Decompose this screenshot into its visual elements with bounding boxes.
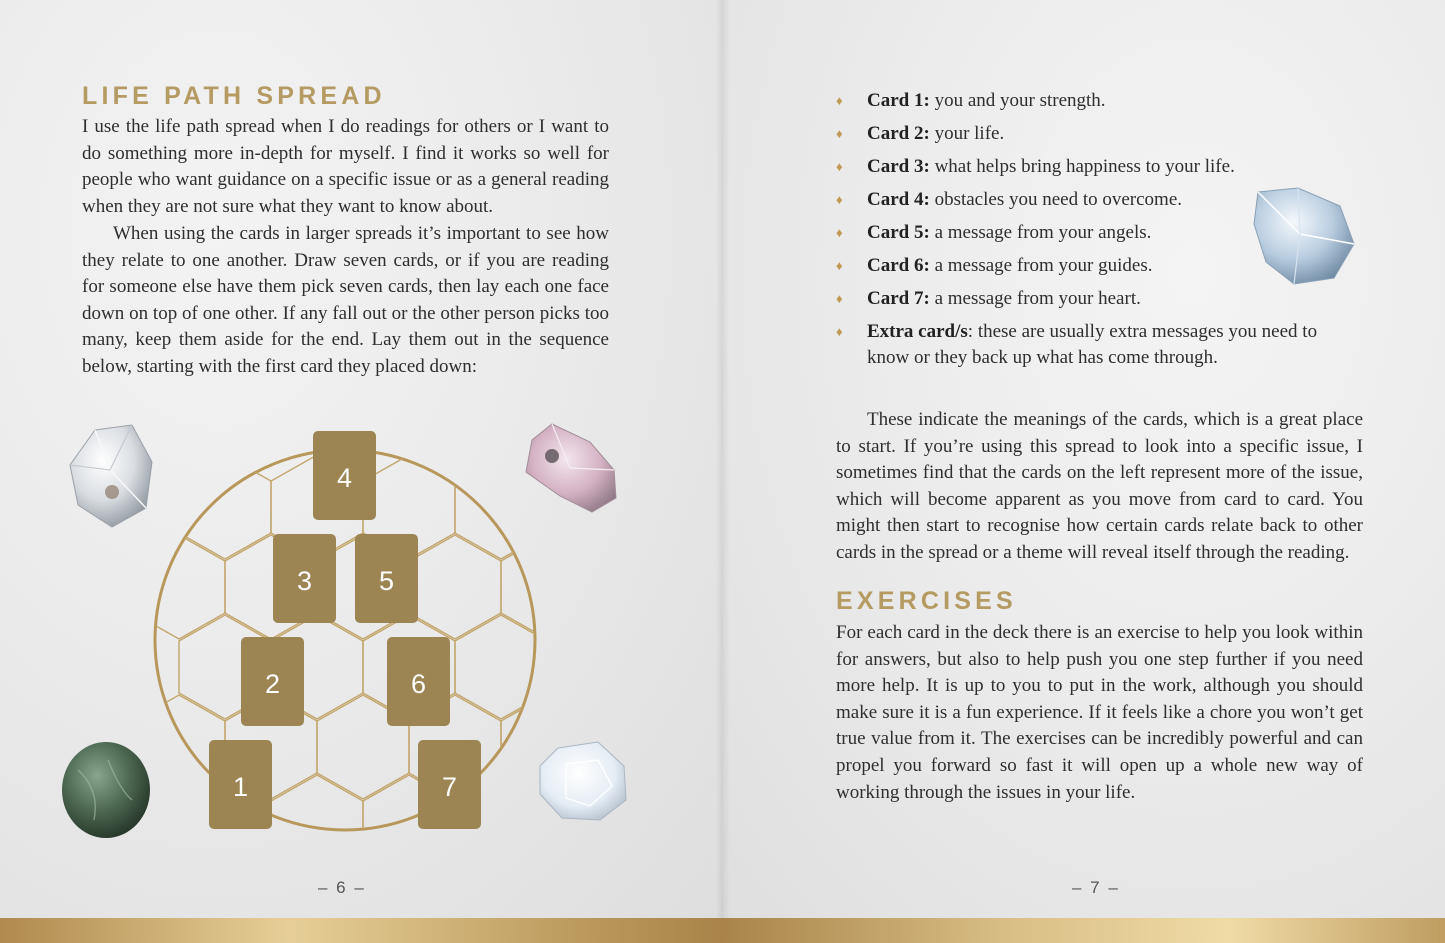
card-meanings-list	[836, 88, 1364, 378]
list-item-card-2	[836, 121, 1364, 148]
card-label: Card 7:	[867, 287, 930, 309]
card-meaning: your life.	[929, 122, 1005, 144]
instructions-paragraph: When using the cards in larger spreads it’s important to see how they relate to one another. Draw seven cards, or if you are reading for someone else have them pick seven cards, then lay each one face down on top of one other. If any fall out or the other person picks too many, keep them aside for the end. Lay them out in the sequence below, starting with the first card they placed down:	[82, 223, 609, 377]
card-label: Extra card/s	[867, 320, 968, 342]
spread-card-4	[313, 431, 376, 520]
pink-tourmaline-crystal	[526, 424, 616, 512]
exercises-heading: EXERCISES	[836, 587, 1017, 615]
diamond-bullet-icon: ♦	[836, 290, 843, 306]
green-stone	[62, 742, 150, 838]
diamond-bullet-icon: ♦	[836, 323, 843, 339]
card-label: Card 1:	[867, 90, 930, 111]
spread-card-1-number: 1	[232, 772, 249, 802]
spread-card-2-number: 2	[264, 669, 281, 699]
card-label: Card 4:	[867, 188, 930, 210]
diamond-bullet-icon: ♦	[836, 191, 843, 207]
card-label: Card 3:	[867, 155, 930, 177]
page-number-right: – 7 –	[1072, 878, 1120, 897]
gold-foil-border	[0, 918, 1445, 943]
card-meaning: you and your strength.	[929, 90, 1106, 111]
page-number-left: – 6 –	[318, 878, 366, 897]
list-item-extra-cards	[836, 319, 1364, 372]
card-meaning: a message from your angels.	[929, 221, 1152, 243]
list-item-card-7	[836, 286, 1364, 313]
life-path-spread-illustration	[0, 0, 722, 918]
card-label: Card 2:	[867, 122, 930, 144]
spread-card-7-number: 7	[441, 772, 458, 802]
diamond-bullet-icon: ♦	[836, 158, 843, 174]
spread-card-4-number: 4	[336, 463, 353, 493]
diamond-bullet-icon: ♦	[836, 257, 843, 273]
list-item-card-5	[836, 220, 1364, 247]
card-meaning: what helps bring happiness to your life.	[929, 155, 1235, 177]
spread-card-1	[209, 740, 272, 829]
spread-card-6-number: 6	[410, 669, 427, 699]
spread-card-3-number: 3	[296, 566, 313, 596]
card-meaning: obstacles you need to overcome.	[929, 188, 1183, 210]
list-item-card-6	[836, 253, 1364, 280]
card-label: Card 6:	[867, 254, 930, 276]
card-meaning: : these are usually extra messages you need to know or they back up what has come through.	[867, 320, 1318, 369]
spread-card-3	[273, 534, 336, 623]
meanings-paragraph: These indicate the meanings of the cards, which is a great place to start. If you’re using this spread to look into a specific issue, I sometimes find that the cards on the left represent more of the issue, which will become apparent as you move from card to card. You might then start to recognise how certain cards relate back to other cards in the spread or a theme will reveal itself through the reading.	[836, 409, 1363, 563]
spread-card-5	[355, 534, 418, 623]
intro-paragraph: I use the life path spread when I do readings for others or I want to do something more in-depth for myself. I find it works so well for people who want guidance on a specific issue or as a general reading when they are not sure what they want to know about.	[82, 116, 609, 217]
life-path-spread-heading: LIFE PATH SPREAD	[82, 82, 386, 110]
diamond-bullet-icon: ♦	[836, 224, 843, 240]
list-item-card-4	[836, 187, 1364, 214]
diamond-bullet-icon: ♦	[836, 125, 843, 141]
diamond-bullet-icon: ♦	[836, 93, 843, 108]
card-label: Card 5:	[867, 221, 930, 243]
exercises-paragraph: For each card in the deck there is an exercise to help you look within for answers, but also to help push you one step further if you need more help. It is up to you to put in the work, although you should make sure it is a fun experience. If it feels like a chore you won’t get true value from it. The exercises can be incredibly powerful and can propel you forward so fast it will open up a whole new way of working through the issues in your life.	[836, 622, 1363, 803]
spread-card-5-number: 5	[378, 566, 395, 596]
list-item-card-1	[836, 88, 1364, 115]
moonstone-crystal	[540, 742, 626, 820]
card-meaning: a message from your guides.	[929, 254, 1153, 276]
spread-card-6	[387, 637, 450, 726]
spread-card-7	[418, 740, 481, 829]
spread-card-2	[241, 637, 304, 726]
list-item-card-3	[836, 154, 1364, 181]
card-meaning: a message from your heart.	[929, 287, 1141, 309]
clear-quartz-crystal	[70, 425, 152, 527]
